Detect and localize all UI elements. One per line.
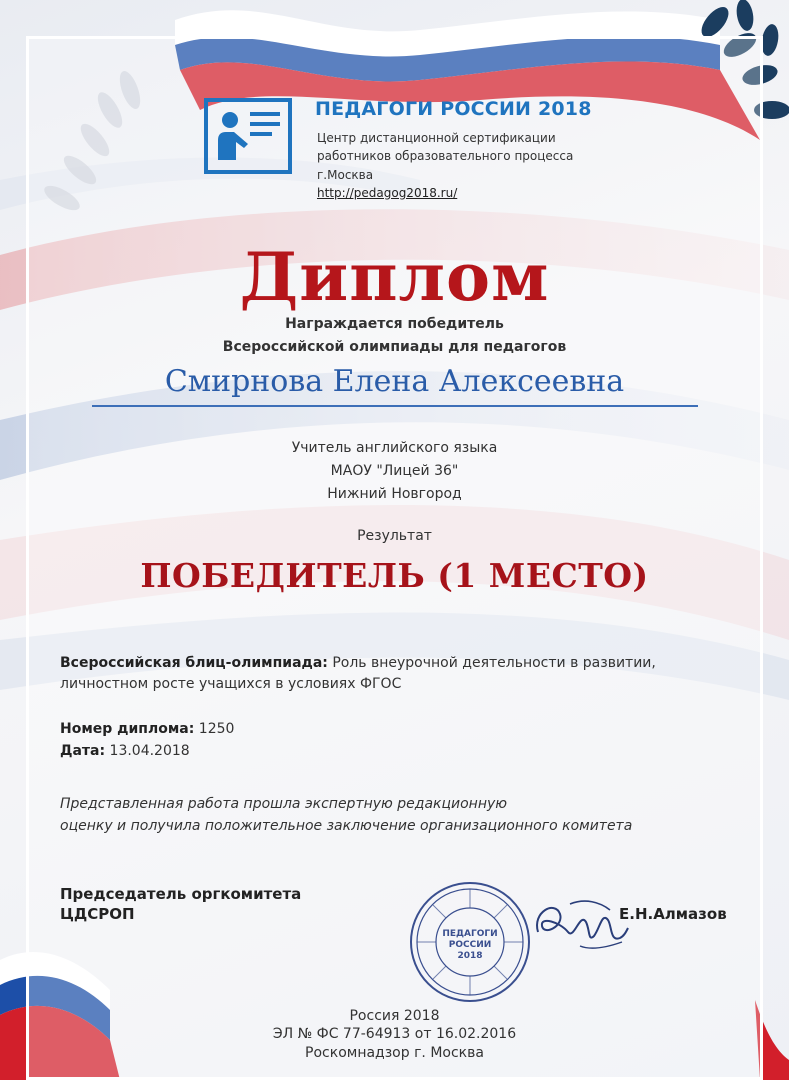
- name-underline: [92, 405, 698, 407]
- olympiad-label: Всероссийская блиц-олимпиада:: [60, 655, 328, 671]
- expert-note-2: оценку и получила положительное заключение организационного комитета: [60, 818, 633, 834]
- olympiad-topic-2: личностном росте учащихся в условиях ФГОС: [60, 676, 402, 692]
- organization-city: г.Москва: [317, 168, 374, 182]
- chairman-role: Председатель оргкомитета: [60, 885, 302, 903]
- chairman-org: ЦДСРОП: [60, 905, 135, 923]
- recipient-position: Учитель английского языка: [291, 440, 498, 456]
- diploma-date-label: Дата:: [60, 743, 106, 759]
- award-line-1: Награждается победитель: [285, 316, 504, 332]
- organization-link[interactable]: http://pedagog2018.ru/: [317, 186, 458, 200]
- olympiad-description: [60, 653, 710, 695]
- footer-authority: Роскомнадзор г. Москва: [305, 1045, 484, 1061]
- organization-line-2: работников образовательного процесса: [317, 149, 574, 163]
- footer-license: ЭЛ № ФС 77-64913 от 16.02.2016: [272, 1026, 517, 1042]
- teacher-board-icon: [204, 98, 292, 174]
- signer-name: Е.Н.Алмазов: [619, 905, 727, 923]
- official-stamp: [408, 880, 532, 1004]
- diploma-number: [60, 719, 710, 740]
- expert-note-1: Представленная работа прошла экспертную редакционную: [60, 796, 508, 812]
- signature-scribble: [530, 892, 630, 954]
- olympiad-topic-1: Роль внеурочной деятельности в развитии,: [332, 655, 656, 671]
- diploma-number-label: Номер диплома:: [60, 721, 195, 737]
- diploma-number-value: 1250: [198, 721, 235, 737]
- recipient-city: Нижний Новгород: [327, 486, 462, 502]
- result-label: Результат: [357, 528, 432, 544]
- chairman-title: [60, 884, 301, 924]
- recipient-name: Смирнова Елена Алексеевна: [164, 364, 625, 399]
- organization-title: ПЕДАГОГИ РОССИИ 2018: [315, 98, 592, 120]
- organization-line-1: Центр дистанционной сертификации: [317, 131, 556, 145]
- stamp-line-1: ПЕДАГОГИ: [442, 929, 498, 939]
- stamp-line-2: РОССИИ: [448, 940, 492, 950]
- footer-country: Россия 2018: [349, 1008, 440, 1024]
- diploma-date: [60, 741, 710, 762]
- diploma-title: Диплом: [239, 238, 550, 316]
- result-value: ПОБЕДИТЕЛЬ (1 МЕСТО): [140, 556, 649, 595]
- stamp-line-3: 2018: [457, 951, 483, 961]
- recipient-school: МАОУ "Лицей 36": [330, 463, 459, 479]
- diploma-date-value: 13.04.2018: [109, 743, 190, 759]
- award-line-2: Всероссийской олимпиады для педагогов: [222, 339, 567, 355]
